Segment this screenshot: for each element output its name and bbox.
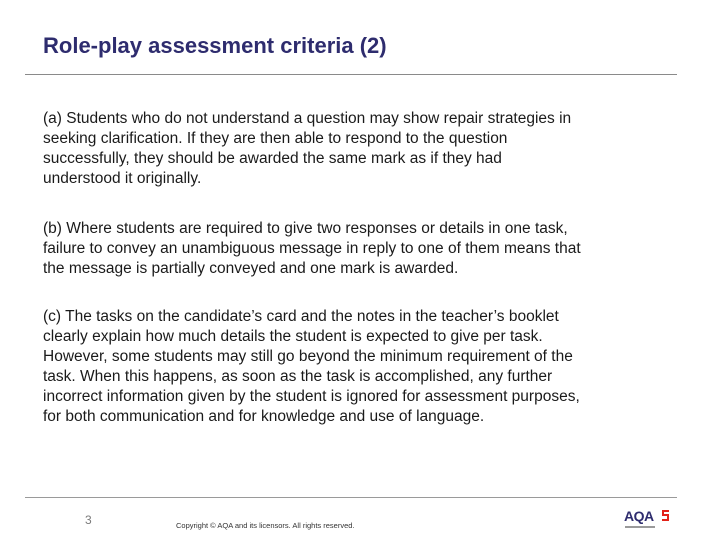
footer-divider <box>25 497 677 498</box>
slide-title: Role-play assessment criteria (2) <box>43 33 387 58</box>
aqa-logo-text: AQA <box>624 508 654 524</box>
paragraph-c <box>43 307 675 427</box>
paragraph-b-line: the message is partially conveyed and one mark is awarded. <box>43 260 459 277</box>
paragraph-c-line: for both communication and for knowledge and use of language. <box>43 408 485 425</box>
paragraph-b-line: failure to convey an unambiguous message in reply to one of them means that <box>43 240 581 257</box>
paragraph-a-line: (a) Students who do not understand a question may show repair strategies in <box>43 110 572 127</box>
copyright-notice: Copyright © AQA and its licensors. All rights reserved. <box>176 521 355 530</box>
title-divider <box>25 74 677 75</box>
paragraph-a-line: understood it originally. <box>43 170 202 187</box>
paragraph-c-line: incorrect information given by the student is ignored for assessment purposes, <box>43 388 580 405</box>
paragraph-b <box>43 219 675 279</box>
aqa-logo <box>624 508 672 534</box>
page-number: 3 <box>85 513 92 527</box>
paragraph-c-line: clearly explain how much details the student is expected to give per task. <box>43 328 543 345</box>
paragraph-c-line: (c) The tasks on the candidate’s card and the notes in the teacher’s booklet <box>43 308 559 325</box>
paragraph-a <box>43 109 675 189</box>
paragraph-b-line: (b) Where students are required to give two responses or details in one task, <box>43 220 568 237</box>
paragraph-a-line: seeking clarification. If they are then able to respond to the question <box>43 130 508 147</box>
aqa-logo-mark-icon <box>661 509 670 522</box>
paragraph-a-line: successfully, they should be awarded the same mark as if they had <box>43 150 502 167</box>
aqa-logo-tagline <box>625 526 655 528</box>
paragraph-c-line: However, some students may still go beyond the minimum requirement of the <box>43 348 573 365</box>
paragraph-c-line: task. When this happens, as soon as the task is accomplished, any further <box>43 368 553 385</box>
